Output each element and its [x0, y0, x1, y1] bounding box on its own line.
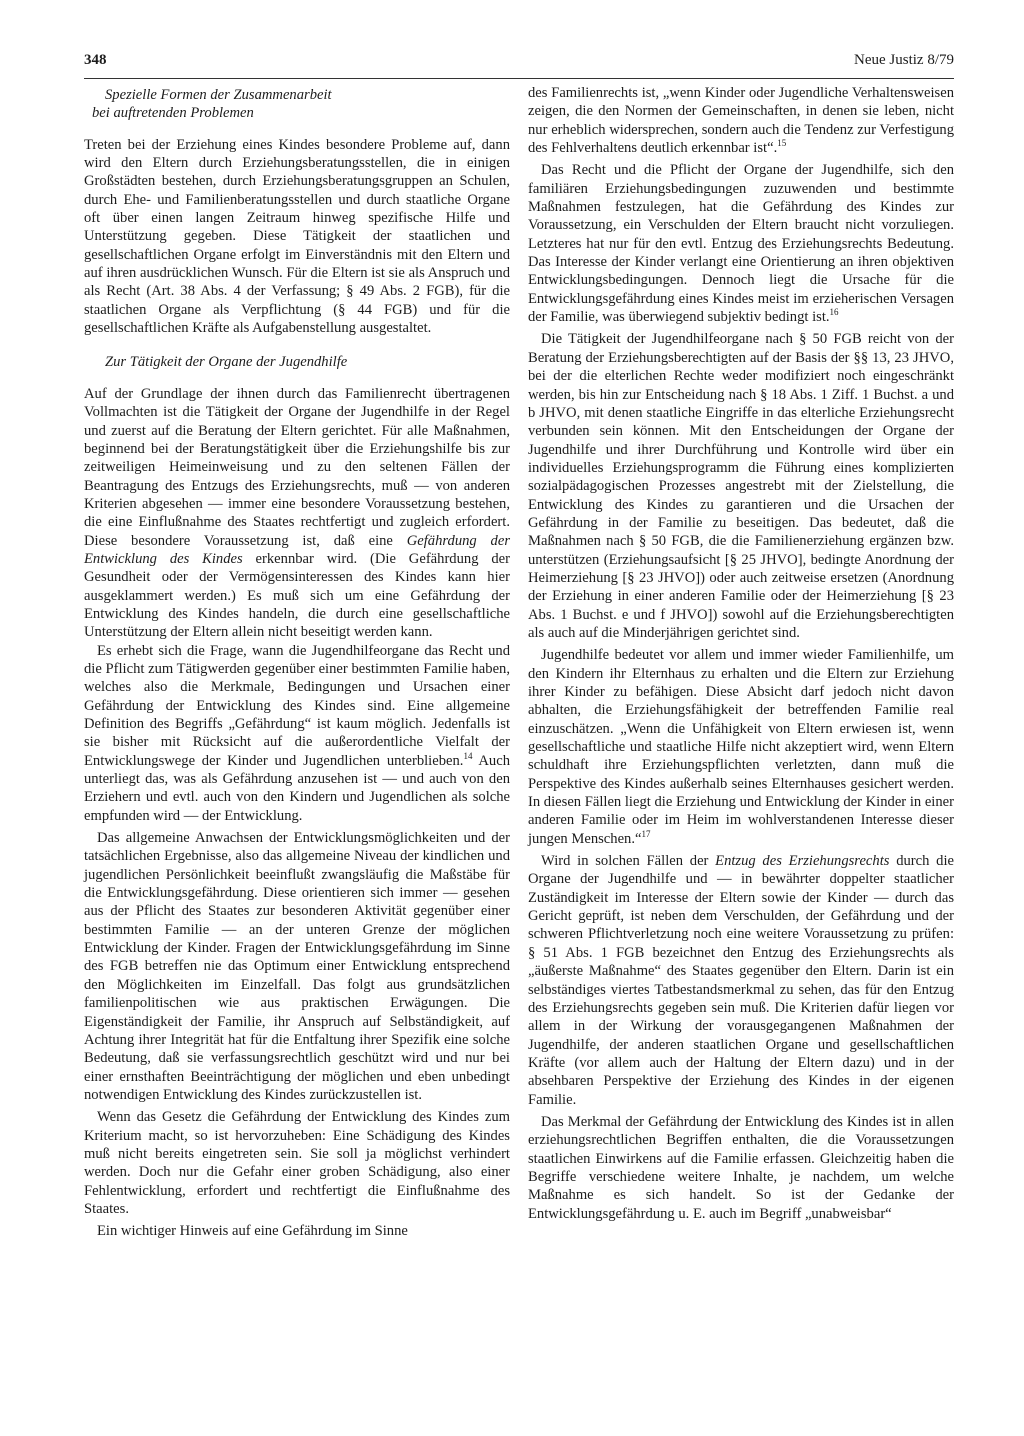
right-column — [528, 84, 954, 1223]
page-header — [84, 48, 954, 72]
paragraph: Das allgemeine Anwachsen der Entwicklungsmöglichkeiten und der tatsächlichen Ergebnisse, also das allgemeine Niveau der kindlichen und jugendlichen Persönlichkeit beeinflußt zwangsläufig die Maßstäbe für die Entwicklungsgefährdung. Diese orientieren sich immer — gesehen aus der Pflicht des Staates zur besonderen Aktivität gegenüber einer bestimmten Familie — an der unteren Grenze der möglichen Entwicklung der Kinder. Fragen der Entwicklungsgefährdung im Sinne des FGB betreffen nie das Optimum einer Entwicklung entsprechend den Möglichkeiten im Einzelfall. Das folgt aus grundsätzlichen familienpolitischen wie aus praktischen Erwägungen. Die Eigenständigkeit der Familie, ihr Anspruch auf Selbständigkeit, auf Achtung ihrer Integrität hat für die Entfaltung ihrer Spezifik eine solche Bedeutung, daß sie verfassungsrechtlich geschützt wird und nur bei einer ernsthaften Beeinträchtigung der möglichen und eben unbedingt notwendigen Entwicklung des Kindes zurückzustellen ist. — [84, 830, 510, 1103]
section-heading-special-forms: Spezielle Formen der Zusammenarbeit bei auftretenden Problemen — [92, 87, 332, 122]
footnote-ref: 14 — [463, 750, 473, 761]
document-page — [84, 48, 954, 1418]
journal-title: Neue Justiz 8/79 — [854, 52, 954, 68]
paragraph: Ein wichtiger Hinweis auf eine Gefährdung im Sinne — [97, 1223, 408, 1240]
paragraph: Es erhebt sich die Frage, wann die Jugendhilfeorgane das Recht und die Pflicht zum Tätigwerden gegenüber einer bestimmten Familie haben, welches also die Merkmale, Bedingungen und Ursachen einer Gefährdung der Entwicklung des Kindes sind. Eine allgemeine Definition des Begriffs „Gefährdung“ ist kaum möglich. Jedenfalls ist sie bisher mit Rücksicht auf die außerordentliche Vielfalt der Entwicklungswege der Kinder und Jugendlichen unterblieben.$^{14}$ Auch unterliegt das, was als Gefährdung anzusehen ist — und auch von den Erziehern und evtl. auch von den Kindern und Jugendlichen als solche empfunden wird — der Entwicklung. — [84, 642, 510, 824]
emphasis: Entzug des Erziehungsrechts — [715, 853, 890, 870]
paragraph: Auf der Grundlage der ihnen durch das Familienrecht übertragenen Vollmachten ist die Tätigkeit der Organe der Jugendhilfe in der Regel und zuerst auf die Beratung der Eltern gerichtet. Für alle Maßnahmen, beginnend bei der Beratungstätigkeit über die Erziehungshilfe bis zur zeitweiligen Heimeinweisung und zu den seltenen Fällen der Beantragung des Entzugs des Erziehungsrechts, muß — von anderen Kriterien abgesehen — immer eine besondere Voraussetzung bestehen, die eine Einflußnahme des Staates rechtfertigt und zugleich erfordert. Diese besondere Voraussetzung ist, daß eine Gefährdung der Entwicklung des Kindes erkennbar wird. (Die Gefährdung der Gesundheit oder der Vermögensinteressen des Kindes kann hier ausgeklammert werden.) Es muß sich um eine Gefährdung der Entwicklung des Kindes handeln, die durch eine gesellschaftliche Unterstützung der Eltern allein nicht beseitigt werden kann. — [84, 385, 511, 641]
header-rule — [84, 78, 954, 79]
left-column — [84, 86, 510, 1241]
paragraph: Die Tätigkeit der Jugendhilfeorgane nach § 50 FGB reicht von der Beratung der Erziehungsberechtigten auf der Basis der §§ 13, 23 JHVO, bei der die elterlichen Rechte weder modifiziert noch eingeschränkt werden, bis hin zur Entscheidung nach § 18 Abs. 1 Ziff. 1 Buchst. a und b JHVO, mit denen staatliche Eingriffe in das elterliche Erziehungsrecht verbunden sein können. Mit den Entscheidungen der Organe der Jugendhilfe und ihrer Durchführung und Kontrolle wird über ein individuelles Erziehungsprogramm die Führung eines komplizierten sozialpädagogischen Prozesses angestrebt mit der Zielstellung, die Entwicklung des Kindes zu garantieren und die Ursachen der Gefährdung in der Familie zu beseitigen. Das bedeutet, daß die Maßnahmen nach § 50 FGB, die die Familienerziehung ergänzen bzw. unterstützen (Erziehungsaufsicht [§ 25 JHVO], bedingte Anordnung der Heimerziehung [§ 23 JHVO]) oder auch zeitweise ersetzen (Anordnung der Erziehung in einer anderen Familie oder der Heimerziehung [§ 23 Abs. 1 Buchst. e und f JHVO]) sowohl auf die Erziehungsberechtigten als auch auf die Minderjährigen gerichtet sind. — [528, 331, 954, 641]
paragraph: Das Recht und die Pflicht der Organe der Jugendhilfe, sich den familiären Erziehungsbedingungen zuzuwenden und bestimmte Maßnahmen festzulegen, hat die Gefährdung des Kindes zur Voraussetzung, ein Verschulden der Eltern braucht nicht vorzuliegen. Letzteres hat nur für den evtl. Entzug des Erziehungsrechts Bedeutung. Das Interesse der Kinder verlangt eine Orientierung an ihren objektiven Entwicklungsbedingungen. Dennoch liegt die Ursache für die Entwicklungsgefährdung eines Kindes meist im erzieherischen Versagen der Familie, was überwiegend subjektiv bedingt ist.$^{16}$ — [528, 162, 954, 326]
footnote-ref: 16 — [829, 307, 839, 318]
section-heading-youth-welfare: Zur Tätigkeit der Organe der Jugendhilfe — [105, 354, 348, 371]
paragraph: Wenn das Gesetz die Gefährdung der Entwicklung des Kindes zum Kriterium macht, so ist hervorzuheben: Eine Schädigung des Kindes muß nicht bereits eingetreten sein. Sie soll ja möglichst verhindert werden. Doch nur die Gefahr einer groben Schädigung, also einer Fehlentwicklung, erfordert und rechtfertigt die Einflußnahme des Staates. — [84, 1109, 510, 1217]
paragraph: Wird in solchen Fällen der Entzug des Erziehungsrechts durch die Organe der Jugendhilfe und — in bewährter doppelter staatlicher Zuständigkeit im Interesse der Eltern sowie der Kinder — durch das Gericht geprüft, ist neben dem Verschulden, der Gefährdung und der schweren Pflichtverletzung noch eine weitere Voraussetzung zu prüfen: § 51 Abs. 1 FGB bezeichnet den Entzug des Erziehungsrechts als „äußerste Maßnahme“ des Staates gegenüber den Eltern. Darin ist ein selbständiges viertes Tatbestandsmerkmal zu sehen, das für den Entzug des Erziehungsrechts gegeben sein muß. Die Kriterien dafür liegen vor allem in der Wirkung der vorausgegangenen Maßnahmen der Jugendhilfe, der anderen staatlichen Organe und gesellschaftlichen Kräfte (vor allem auch der Haltung der Eltern dazu) und in der absehbaren Perspektive der Erziehung des Kindes in der eigenen Familie. — [528, 853, 954, 1108]
paragraph: Das Merkmal der Gefährdung der Entwicklung des Kindes ist in allen erziehungsrechtlichen Begriffen enthalten, die die Voraussetzungen staatlichen Einwirkens auf die Familie erfassen. Gleichzeitig haben die Begriffe verschiedene weitere Inhalte, je nachdem, um welche Maßnahme es sich handelt. So ist der Gedanke der Entwicklungsgefährdung u. E. auch im Begriff „unabweisbar“ — [528, 1113, 954, 1222]
footnote-ref: 17 — [641, 828, 651, 839]
emphasis: Gefährdung der Entwicklung des Kindes — [84, 532, 511, 567]
paragraph: Jugendhilfe bedeutet vor allem und immer wieder Familienhilfe, um den Kindern ihr Elternhaus zu erhalten und die Eltern zur Erziehung ihrer Kinder zu befähigen. Diese Absicht darf jedoch nicht davon abhalten, die Erziehungsfähigkeit der betreffenden Familie real einzuschätzen. „Wenn die Unfähigkeit von Eltern erwiesen ist, wenn gesellschaftliche und staatliche Hilfe nicht akzeptiert wird, wenn Eltern schuldhaft ihre Erziehungspflichten verletzten, dann muß die Perspektive des Kindes außerhalb seines Elternhauses gesichert werden. In diesen Fällen liegt die Erziehung und Entwicklung der Kinder in einer anderen Familie oder im Heim im wohlverstandenen Interesse dieser jungen Menschen.“$^{17}$ — [528, 647, 954, 847]
page-number: 348 — [84, 52, 107, 68]
footnote-ref: 15 — [777, 138, 787, 149]
paragraph: des Familienrechts ist, „wenn Kinder oder Jugendliche Verhaltensweisen zeigen, die den Normen der Gemeinschaften, in denen sie leben, nicht nur erheblich widersprechen, sondern auch die Tendenz zur Verfestigung des Fehlverhaltens deutlich erkennbar ist“.$^{15}$ — [528, 85, 954, 157]
paragraph: Treten bei der Erziehung eines Kindes besondere Probleme auf, dann wird den Eltern durch Erziehungsberatungsstellen, die in einigen Großstädten bestehen, durch Erziehungsberatungsgruppen an Schulen, durch Ehe- und Familienberatungsstellen und durch staatliche Organe oft über einen langen Zeitraum hinweg spezifische Hilfe und Unterstützung gegeben. Diese Tätigkeit der staatlichen und gesellschaftlichen Organe erfolgt im Einverständnis mit den Eltern und auf ihren ausdrücklichen Wunsch. Für die Eltern ist sie als Anspruch und als Recht (Art. 38 Abs. 4 der Verfassung; § 49 Abs. 2 FGB), für die staatlichen Organe als Verpflichtung (§ 44 FGB) und für die gesellschaftlichen Kräfte als Aufgabenstellung ausgestaltet. — [84, 136, 510, 337]
